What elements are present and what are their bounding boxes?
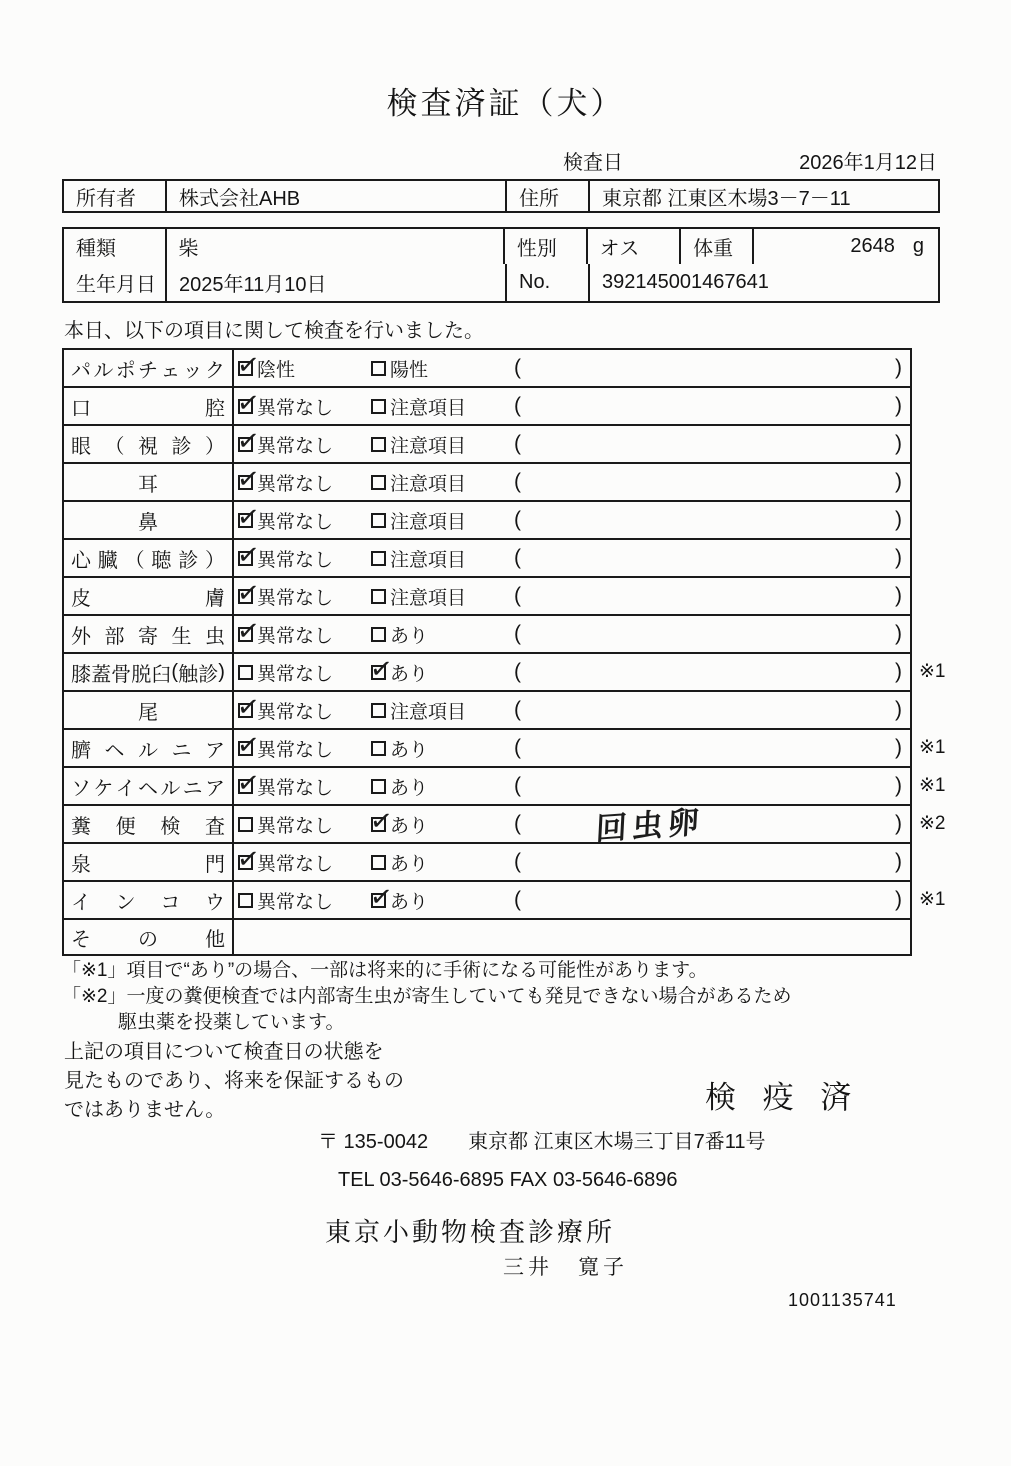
exam-item-label: 臍 ヘ ル ニ ア	[64, 730, 234, 766]
checkbox-unchecked-icon	[371, 779, 386, 794]
exam-row-box	[62, 614, 912, 652]
exam-row-footnote-mark	[912, 500, 958, 538]
checkbox-unchecked-icon	[371, 513, 386, 528]
exam-remarks	[506, 616, 910, 652]
open-paren: (	[514, 432, 521, 455]
checkbox-checked-icon	[238, 361, 253, 376]
close-paren: )	[895, 622, 902, 645]
exam-row	[62, 462, 962, 500]
exam-remarks	[506, 578, 910, 614]
exam-row-box	[62, 538, 912, 576]
exam-item-label: イ ン コ ウ	[64, 882, 234, 918]
owner-row	[62, 179, 940, 213]
exam-options	[234, 768, 506, 804]
exam-row-box	[62, 500, 912, 538]
pet-row	[62, 227, 940, 266]
exam-row	[62, 918, 962, 956]
address-label: 住所	[507, 181, 590, 211]
exam-options	[234, 388, 506, 424]
checkbox-checked-icon	[371, 665, 386, 680]
option-2-label: 注意項目	[390, 549, 467, 571]
exam-options	[234, 730, 506, 766]
owner-label: 所有者	[64, 181, 167, 211]
option-2-label: 注意項目	[390, 473, 467, 495]
exam-option-1	[234, 507, 367, 534]
exam-row-footnote-mark	[912, 918, 958, 956]
clinic-postal-code: 〒 135-0042	[318, 1131, 429, 1153]
checkbox-checked-icon	[238, 437, 253, 452]
exam-options	[234, 464, 506, 500]
open-paren: (	[514, 660, 521, 683]
close-paren: )	[895, 660, 902, 683]
exam-row	[62, 652, 962, 690]
close-paren: )	[895, 774, 902, 797]
checkbox-checked-icon	[238, 589, 253, 604]
close-paren: )	[895, 698, 902, 721]
close-paren: )	[895, 508, 902, 531]
number-label: No.	[507, 264, 590, 301]
exam-remarks	[506, 844, 910, 880]
option-1-label: 陰性	[257, 359, 296, 381]
exam-options	[234, 350, 506, 386]
weight-unit: g	[912, 235, 924, 257]
exam-option-1	[234, 393, 367, 420]
close-paren: )	[895, 584, 902, 607]
option-1-label: 異常なし	[257, 663, 334, 685]
option-2-label: あり	[390, 739, 429, 761]
close-paren: )	[895, 812, 902, 835]
open-paren: (	[514, 584, 521, 607]
owner-value: 株式会社AHB	[167, 181, 507, 211]
checkbox-unchecked-icon	[371, 361, 386, 376]
option-1-label: 異常なし	[257, 701, 334, 723]
exam-option-1	[234, 355, 367, 382]
option-2-label: 注意項目	[390, 397, 467, 419]
exam-option-1	[234, 621, 367, 648]
number-value: 392145001467641	[602, 271, 769, 293]
exam-option-2	[367, 431, 506, 458]
exam-item-label: 糞 便 検 査	[64, 806, 234, 842]
open-paren: (	[514, 622, 521, 645]
exam-option-1	[234, 849, 367, 876]
exam-option-2	[367, 697, 506, 724]
open-paren: (	[514, 888, 521, 911]
exam-item-label: 皮 膚	[64, 578, 234, 614]
exam-item-label: パ ル ポ チ ェ ッ ク	[64, 350, 234, 386]
open-paren: (	[514, 470, 521, 493]
exam-row-box	[62, 576, 912, 614]
checkbox-unchecked-icon	[238, 893, 253, 908]
checkbox-unchecked-icon	[371, 627, 386, 642]
exam-row-box	[62, 424, 912, 462]
checkbox-unchecked-icon	[371, 551, 386, 566]
exam-row-box	[62, 386, 912, 424]
option-2-label: あり	[390, 625, 429, 647]
option-1-label: 異常なし	[257, 549, 334, 571]
exam-remarks	[506, 920, 910, 954]
open-paren: (	[514, 812, 521, 835]
clinic-name: 東京小動物検査診療所	[325, 1217, 616, 1247]
exam-options	[234, 844, 506, 880]
exam-remarks	[506, 730, 910, 766]
sex-value: オス	[588, 229, 682, 264]
exam-options	[234, 806, 506, 842]
exam-option-2	[367, 621, 506, 648]
open-paren: (	[514, 356, 521, 379]
exam-remarks	[506, 803, 910, 847]
exam-options	[234, 426, 506, 462]
exam-row-footnote-mark: ※1	[919, 736, 946, 758]
weight-label: 体重	[681, 229, 754, 264]
exam-row-box	[62, 803, 912, 847]
disclaimer-line-1: 上記の項目について検査日の状態を	[64, 1041, 384, 1063]
option-1-label: 異常なし	[257, 815, 334, 837]
birth-value: 2025年11月10日	[167, 264, 507, 301]
quarantine-stamp: 検 疫 済	[705, 1080, 861, 1115]
exam-row-box	[62, 766, 912, 804]
checkbox-checked-icon	[371, 893, 386, 908]
checkbox-checked-icon	[238, 855, 253, 870]
open-paren: (	[514, 736, 521, 759]
exam-remarks	[506, 350, 910, 386]
footnote-2-cont: 駆虫薬を投薬しています。	[118, 1012, 345, 1033]
exam-options	[234, 578, 506, 614]
exam-option-2	[367, 469, 506, 496]
page-title: 検査済証（犬）	[386, 86, 625, 121]
exam-item-label: 外 部 寄 生 虫	[64, 616, 234, 652]
option-2-label: 注意項目	[390, 511, 467, 533]
exam-row-footnote-mark: ※1	[919, 888, 946, 910]
checkbox-checked-icon	[238, 551, 253, 566]
sex-label: 性別	[505, 229, 588, 264]
exam-remarks	[506, 388, 910, 424]
option-1-label: 異常なし	[257, 853, 334, 875]
footnote-1: 「※1」項目で“あり”の場合、一部は将来的に手術になる可能性があります。	[62, 960, 708, 981]
clinic-address: 東京都 江東区木場三丁目7番11号	[468, 1131, 766, 1153]
exam-options	[234, 616, 506, 652]
option-1-label: 異常なし	[257, 587, 334, 609]
open-paren: (	[514, 698, 521, 721]
close-paren: )	[895, 850, 902, 873]
option-1-label: 異常なし	[257, 397, 334, 419]
intro-text: 本日、以下の項目に関して検査を行いました。	[64, 320, 484, 342]
exam-row	[62, 842, 962, 880]
checkbox-unchecked-icon	[238, 817, 253, 832]
handwritten-remark: 回虫卵	[595, 803, 705, 847]
exam-options	[234, 540, 506, 576]
exam-remarks	[506, 502, 910, 538]
exam-table	[62, 348, 962, 956]
exam-row-footnote-mark	[912, 462, 958, 500]
exam-row	[62, 386, 962, 424]
close-paren: )	[895, 470, 902, 493]
close-paren: )	[895, 888, 902, 911]
exam-remarks	[506, 692, 910, 728]
checkbox-checked-icon	[238, 513, 253, 528]
inspection-date-row	[563, 146, 937, 175]
exam-row-box	[62, 918, 912, 956]
exam-row-box	[62, 842, 912, 880]
option-1-label: 異常なし	[257, 739, 334, 761]
exam-remarks	[506, 464, 910, 500]
breed-label: 種類	[64, 229, 167, 264]
exam-row	[62, 614, 962, 652]
exam-row	[62, 500, 962, 538]
checkbox-checked-icon	[238, 703, 253, 718]
checkbox-unchecked-icon	[371, 855, 386, 870]
exam-option-2	[367, 659, 506, 686]
exam-item-label: 泉 門	[64, 844, 234, 880]
option-2-label: 注意項目	[390, 587, 467, 609]
exam-option-1	[234, 431, 367, 458]
exam-row-footnote-mark	[912, 690, 958, 728]
option-2-label: あり	[390, 815, 429, 837]
option-2-label: 陽性	[390, 359, 429, 381]
exam-row-footnote-mark	[912, 348, 958, 386]
clinic-tel-line: TEL 03-5646-6895 FAX 03-5646-6896	[338, 1169, 678, 1191]
exam-remarks	[506, 654, 910, 690]
open-paren: (	[514, 774, 521, 797]
exam-option-2	[367, 583, 506, 610]
exam-item-label: 鼻	[64, 502, 234, 538]
exam-options	[234, 692, 506, 728]
checkbox-checked-icon	[238, 779, 253, 794]
exam-row-footnote-mark	[912, 386, 958, 424]
exam-remarks	[506, 768, 910, 804]
close-paren: )	[895, 394, 902, 417]
checkbox-unchecked-icon	[371, 741, 386, 756]
exam-row	[62, 803, 962, 847]
close-paren: )	[895, 546, 902, 569]
exam-option-1	[234, 811, 367, 838]
exam-row	[62, 880, 962, 918]
checkbox-checked-icon	[238, 741, 253, 756]
exam-option-1	[234, 469, 367, 496]
birth-row	[62, 264, 940, 303]
address-value: 東京都 江東区木場3－7－11	[602, 187, 851, 210]
close-paren: )	[895, 432, 902, 455]
exam-row-box	[62, 462, 912, 500]
option-2-label: あり	[390, 777, 429, 799]
open-paren: (	[514, 394, 521, 417]
exam-option-2	[367, 773, 506, 800]
option-2-label: あり	[390, 853, 429, 875]
open-paren: (	[514, 850, 521, 873]
exam-row	[62, 766, 962, 804]
checkbox-unchecked-icon	[371, 703, 386, 718]
exam-option-1	[234, 773, 367, 800]
option-2-label: 注意項目	[390, 701, 467, 723]
exam-row-footnote-mark	[912, 614, 958, 652]
footnotes	[62, 958, 792, 1036]
exam-remarks	[506, 540, 910, 576]
inspection-date-label: 検査日	[563, 152, 623, 174]
exam-item-label: 尾	[64, 692, 234, 728]
close-paren: )	[895, 356, 902, 379]
exam-row-box	[62, 728, 912, 766]
exam-option-1	[234, 545, 367, 572]
disclaimer	[64, 1038, 404, 1125]
checkbox-checked-icon	[371, 817, 386, 832]
exam-options	[234, 502, 506, 538]
option-2-label: あり	[390, 663, 429, 685]
exam-option-1	[234, 697, 367, 724]
exam-option-2	[367, 735, 506, 762]
checkbox-unchecked-icon	[371, 475, 386, 490]
checkbox-checked-icon	[238, 399, 253, 414]
exam-row-box	[62, 690, 912, 728]
exam-row	[62, 424, 962, 462]
exam-item-label: 耳	[64, 464, 234, 500]
exam-row	[62, 690, 962, 728]
checkbox-unchecked-icon	[371, 437, 386, 452]
disclaimer-line-2: 見たものであり、将来を保証するもの	[64, 1070, 404, 1092]
open-paren: (	[514, 546, 521, 569]
exam-option-2	[367, 811, 506, 838]
footnote-2: 「※2」一度の糞便検査では内部寄生虫が寄生していても発見できない場合があるため	[62, 986, 792, 1007]
exam-row-footnote-mark	[912, 538, 958, 576]
option-2-label: あり	[390, 891, 429, 913]
option-1-label: 異常なし	[257, 473, 334, 495]
exam-row-footnote-mark	[912, 576, 958, 614]
exam-options	[234, 920, 506, 954]
exam-row-footnote-mark: ※1	[919, 774, 946, 796]
inspection-date-value: 2026年1月12日	[799, 152, 937, 174]
checkbox-unchecked-icon	[238, 665, 253, 680]
exam-option-2	[367, 545, 506, 572]
exam-option-2	[367, 849, 506, 876]
breed-value: 柴	[167, 229, 505, 264]
exam-row-footnote-mark: ※2	[919, 812, 946, 834]
exam-item-label: 口 腔	[64, 388, 234, 424]
exam-item-label: 膝 蓋 骨 脱 臼 ( 触 診 )	[64, 654, 234, 690]
exam-item-label: ソ ケ イ ヘ ル ニ ア	[64, 768, 234, 804]
option-1-label: 異常なし	[257, 625, 334, 647]
veterinarian-name: 三井 寛子	[503, 1256, 628, 1279]
exam-options	[234, 882, 506, 918]
weight-cell	[754, 229, 938, 264]
disclaimer-line-3: ではありません。	[64, 1099, 226, 1121]
serial-number: 1001135741	[788, 1290, 897, 1310]
exam-option-1	[234, 887, 367, 914]
birth-label: 生年月日	[64, 264, 167, 301]
exam-row	[62, 576, 962, 614]
open-paren: (	[514, 508, 521, 531]
exam-row-box	[62, 348, 912, 386]
exam-option-2	[367, 507, 506, 534]
checkbox-unchecked-icon	[371, 589, 386, 604]
option-1-label: 異常なし	[257, 511, 334, 533]
exam-option-1	[234, 583, 367, 610]
checkbox-checked-icon	[238, 475, 253, 490]
weight-value: 2648	[850, 235, 895, 257]
option-1-label: 異常なし	[257, 891, 334, 913]
exam-row-box	[62, 652, 912, 690]
exam-item-label: 心 臓 （ 聴 診 ）	[64, 540, 234, 576]
exam-remarks	[506, 426, 910, 462]
exam-item-label: 眼 （ 視 診 ）	[64, 426, 234, 462]
exam-row	[62, 728, 962, 766]
close-paren: )	[895, 736, 902, 759]
exam-option-1	[234, 659, 367, 686]
option-1-label: 異常なし	[257, 435, 334, 457]
exam-option-2	[367, 355, 506, 382]
exam-row-box	[62, 880, 912, 918]
exam-option-2	[367, 393, 506, 420]
exam-item-label: そ の 他	[64, 920, 234, 954]
exam-row	[62, 538, 962, 576]
exam-row-footnote-mark	[912, 424, 958, 462]
exam-row-footnote-mark	[912, 842, 958, 880]
clinic-address-line	[318, 1125, 766, 1154]
checkbox-unchecked-icon	[371, 399, 386, 414]
exam-option-2	[367, 887, 506, 914]
option-1-label: 異常なし	[257, 777, 334, 799]
checkbox-checked-icon	[238, 627, 253, 642]
exam-options	[234, 654, 506, 690]
exam-remarks	[506, 882, 910, 918]
exam-row	[62, 348, 962, 386]
option-2-label: 注意項目	[390, 435, 467, 457]
exam-option-1	[234, 735, 367, 762]
exam-row-footnote-mark: ※1	[919, 660, 946, 682]
